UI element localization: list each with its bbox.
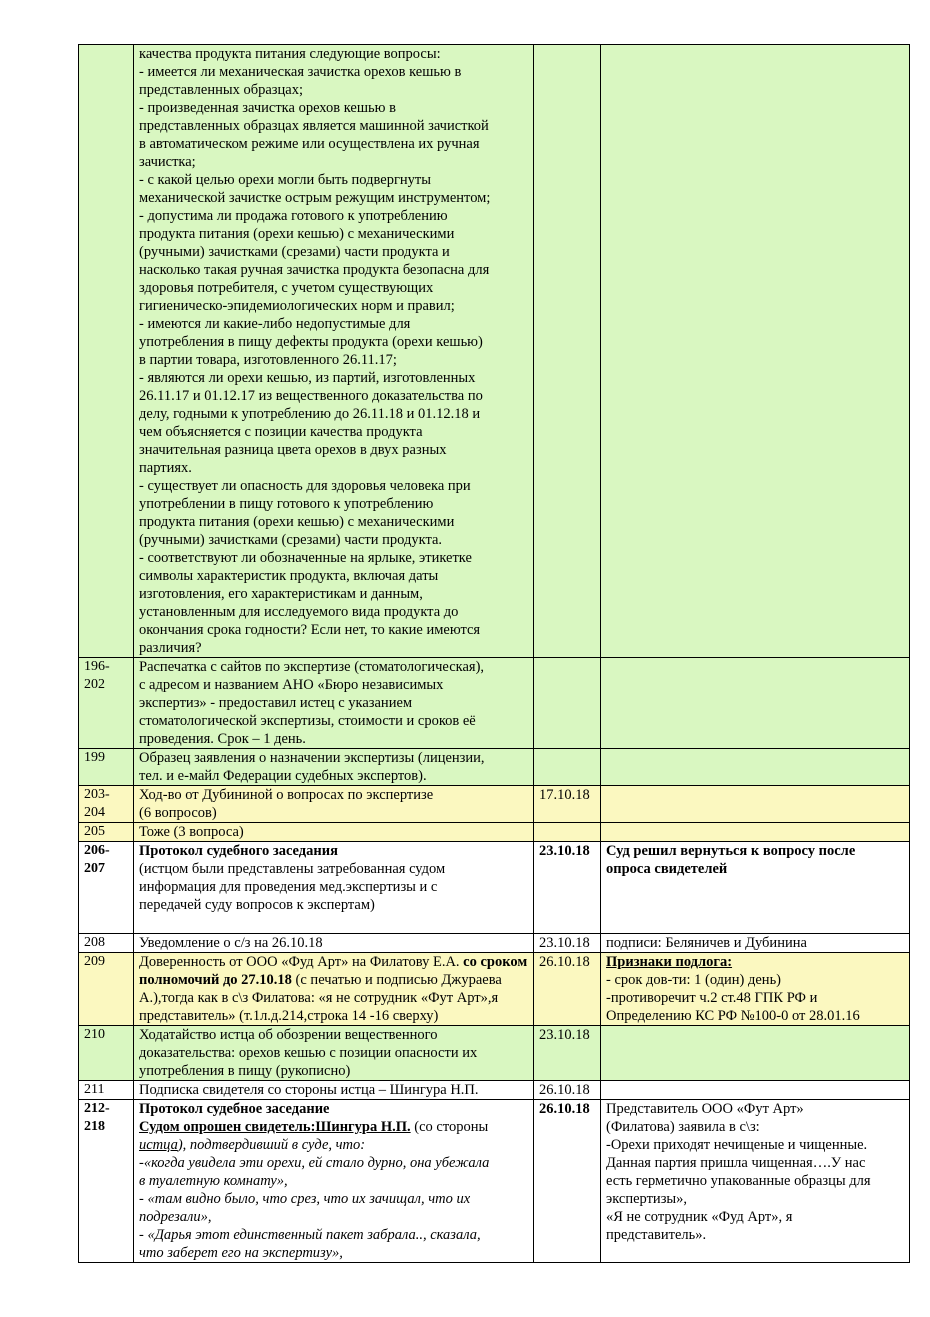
- row-title: Протокол судебное заседание: [139, 1101, 330, 1117]
- row-text-bold: со сроком полномочий до 27.10.18: [139, 954, 528, 988]
- text-line: окончания срока годности? Если нет, то какие имеются: [139, 622, 481, 638]
- text-line: что заберет его на экспертизу»,: [139, 1245, 343, 1261]
- text-line: Уведомление о с/з на 26.10.18: [139, 935, 323, 951]
- table-row: [79, 1081, 910, 1100]
- text-line: -противоречит ч.2 ст.48 ГПК РФ и: [606, 990, 818, 1006]
- row-note: [601, 823, 910, 842]
- row-number: 211: [79, 1081, 134, 1100]
- text-line: (6 вопросов): [139, 805, 217, 821]
- row-description: [134, 842, 534, 934]
- row-note: [601, 658, 910, 749]
- text-line: зачистка;: [139, 154, 196, 170]
- row-title: Протокол судебного заседания: [139, 843, 338, 859]
- row-number: 203-204: [79, 786, 134, 823]
- text-line: Ход-во от Дубининой о вопросах по экспертизе: [139, 787, 434, 803]
- row-note: [601, 1081, 910, 1100]
- text-line: продукта питания (орехи кешью) с механическими: [139, 226, 455, 242]
- document-table: [78, 44, 910, 1263]
- table-row: [79, 749, 910, 786]
- row-date: [534, 45, 601, 658]
- witness-side: истца: [139, 1137, 178, 1153]
- text-line: - срок дов-ти: 1 (один) день): [606, 972, 782, 988]
- text-line: употребления в пищу дефекты продукта (орехи кешью): [139, 334, 483, 350]
- row-description: [134, 953, 534, 1026]
- text-line: насколько такая ручная зачистка продукта безопасна для: [139, 262, 490, 278]
- row-description: [134, 934, 534, 953]
- row-description: [134, 45, 534, 658]
- text-line: Определению КС РФ №100-0 от 28.01.16: [606, 1008, 860, 1024]
- row-number: 210: [79, 1026, 134, 1081]
- row-note: [601, 953, 910, 1026]
- text-line: -«когда увидела эти орехи, ей стало дурно, она убежала: [139, 1155, 490, 1171]
- row-note: [601, 45, 910, 658]
- row-description: [134, 1081, 534, 1100]
- row-description: [134, 1100, 534, 1263]
- text-line: информация для проведения мед.экспертизы и с: [139, 879, 438, 895]
- text-line: представленных образцах;: [139, 82, 303, 98]
- row-date: 26.10.18: [534, 1100, 601, 1263]
- row-date: 26.10.18: [534, 1081, 601, 1100]
- row-text: Доверенность от ООО «Фуд Арт» на Филатову Е.А.: [139, 954, 464, 970]
- table-row: [79, 842, 910, 934]
- text-line: значительная разница цвета орехов в двух разных: [139, 442, 447, 458]
- row-number: 205: [79, 823, 134, 842]
- text-line: в партии товара, изготовленного 26.11.17;: [139, 352, 397, 368]
- text-line: подписи: Беляничев и Дубинина: [606, 935, 807, 951]
- row-number: 208: [79, 934, 134, 953]
- text-line: чем объясняется с позиции качества продукта: [139, 424, 423, 440]
- table-row: [79, 45, 910, 658]
- text-line: - допустима ли продажа готового к употреблению: [139, 208, 448, 224]
- text-line: подрезали»,: [139, 1209, 212, 1225]
- row-note: [601, 934, 910, 953]
- text-line: «Я не сотрудник «Фуд Арт», я: [606, 1209, 793, 1225]
- text-line: различия?: [139, 640, 202, 656]
- row-description: [134, 749, 534, 786]
- text-line: здоровья потребителя, с учетом существующих: [139, 280, 434, 296]
- text-line: гигиеническо-эпидемиологических норм и правил;: [139, 298, 455, 314]
- table-row: [79, 1100, 910, 1263]
- text-line: (Филатова) заявила в с\з:: [606, 1119, 760, 1135]
- witness-rest: (со стороны: [410, 1119, 489, 1135]
- row-note: [601, 749, 910, 786]
- table-row: [79, 823, 910, 842]
- table-row: [79, 934, 910, 953]
- row-description: [134, 823, 534, 842]
- text-line: механической зачистке острым режущим инструментом;: [139, 190, 491, 206]
- text-line: - существует ли опасность для здоровья человека при: [139, 478, 471, 494]
- text-line: в автоматическом режиме или осуществлена их ручная: [139, 136, 480, 152]
- row-number: 212-218: [79, 1100, 134, 1263]
- text-line: - имеются ли какие-либо недопустимые для: [139, 316, 411, 332]
- text-line: есть герметично упакованные образцы для: [606, 1173, 871, 1189]
- row-note: [601, 786, 910, 823]
- table-row: [79, 1026, 910, 1081]
- text-line: (ручными) зачистками (срезами) части продукта.: [139, 532, 443, 548]
- row-text: (с печатью и подписью Джураева А.),тогда как в с\з Филатова: «я не сотрудник «Фут Арт»,я представитель» (т.1л.д.214,строка 14 -16 сверху): [139, 972, 502, 1024]
- text-line: Ходатайство истца об обозрении вещественного: [139, 1027, 438, 1043]
- text-line: Образец заявления о назначении экспертизы (лицензии,: [139, 750, 485, 766]
- text-line: экспертизы»,: [606, 1191, 688, 1207]
- row-note: [601, 1026, 910, 1081]
- text-line: Представитель ООО «Фут Арт»: [606, 1101, 804, 1117]
- text-line: Суд решил вернуться к вопросу после: [606, 843, 856, 859]
- text-line: Данная партия пришла чищенная….У нас: [606, 1155, 866, 1171]
- text-line: представленных образцах является машинной зачисткой: [139, 118, 489, 134]
- text-line: проведения. Срок – 1 день.: [139, 731, 306, 747]
- row-number: 206-207: [79, 842, 134, 934]
- row-note: [601, 842, 910, 934]
- text-line: - с какой целью орехи могли быть подвергнуты: [139, 172, 432, 188]
- text-line: делу, годными к употреблению до 26.11.18 и 01.12.18 и: [139, 406, 481, 422]
- text-line: - произведенная зачистка орехов кешью в: [139, 100, 396, 116]
- text-line: - имеется ли механическая зачистка орехов кешью в: [139, 64, 462, 80]
- text-line: Подписка свидетеля со стороны истца – Шингура Н.П.: [139, 1082, 479, 1098]
- text-line: - «Дарья этот единственный пакет забрала.., сказала,: [139, 1227, 481, 1243]
- text-line: - соответствуют ли обозначенные на ярлыке, этикетке: [139, 550, 472, 566]
- text-line: -Орехи приходят нечищеные и чищенные.: [606, 1137, 868, 1153]
- text-line: 26.11.17 и 01.12.17 из вещественного доказательства по: [139, 388, 483, 404]
- row-date: [534, 823, 601, 842]
- text-line: тел. и е-майл Федерации судебных экспертов).: [139, 768, 427, 784]
- row-description: [134, 658, 534, 749]
- text-line: - «там видно было, что срез, что их зачищал, что их: [139, 1191, 471, 1207]
- row-description: [134, 786, 534, 823]
- row-number: 209: [79, 953, 134, 1026]
- row-date: 23.10.18: [534, 934, 601, 953]
- text-line: с адресом и названием АНО «Бюро независимых: [139, 677, 444, 693]
- text-line: установленным для исследуемого вида продукта до: [139, 604, 459, 620]
- table-row: [79, 953, 910, 1026]
- note-title: Признаки подлога:: [606, 954, 733, 970]
- witness-lead: Судом опрошен свидетель:Шингура Н.П.: [139, 1119, 411, 1135]
- row-date: 23.10.18: [534, 842, 601, 934]
- text-line: символы характеристик продукта, включая даты: [139, 568, 439, 584]
- text-line: доказательства: орехов кешью с позиции опасности их: [139, 1045, 478, 1061]
- text-line: употреблении в пищу готового к употреблению: [139, 496, 434, 512]
- row-date: 17.10.18: [534, 786, 601, 823]
- text-line: качества продукта питания следующие вопросы:: [139, 46, 441, 62]
- text-line: (ручными) зачистками (срезами) части продукта и: [139, 244, 450, 260]
- row-date: 26.10.18: [534, 953, 601, 1026]
- row-date: [534, 658, 601, 749]
- text-line: передачей суду вопросов к экспертам): [139, 897, 375, 913]
- row-number: 196-202: [79, 658, 134, 749]
- row-number: [79, 45, 134, 658]
- witness-confirm: ), подтвердивший в суде, что:: [177, 1137, 366, 1153]
- text-line: (истцом были представлены затребованная судом: [139, 861, 446, 877]
- text-line: стоматологической экспертизы, стоимости и сроков её: [139, 713, 476, 729]
- text-line: Тоже (3 вопроса): [139, 824, 244, 840]
- text-line: в туалетную комнату»,: [139, 1173, 288, 1189]
- table-row: [79, 658, 910, 749]
- text-line: опроса свидетелей: [606, 861, 728, 877]
- text-line: Распечатка с сайтов по экспертизе (стоматологическая),: [139, 659, 485, 675]
- text-line: партиях.: [139, 460, 192, 476]
- row-note: [601, 1100, 910, 1263]
- text-line: - являются ли орехи кешью, из партий, изготовленных: [139, 370, 476, 386]
- text-line: продукта питания (орехи кешью) с механическими: [139, 514, 455, 530]
- text-line: экспертиз» - предоставил истец с указанием: [139, 695, 413, 711]
- row-number: 199: [79, 749, 134, 786]
- row-description: [134, 1026, 534, 1081]
- text-line: представитель».: [606, 1227, 707, 1243]
- row-date: [534, 749, 601, 786]
- text-line: употребления в пищу (рукописно): [139, 1063, 351, 1079]
- text-line: изготовления, его характеристикам и данным,: [139, 586, 423, 602]
- table-row: [79, 786, 910, 823]
- row-date: 23.10.18: [534, 1026, 601, 1081]
